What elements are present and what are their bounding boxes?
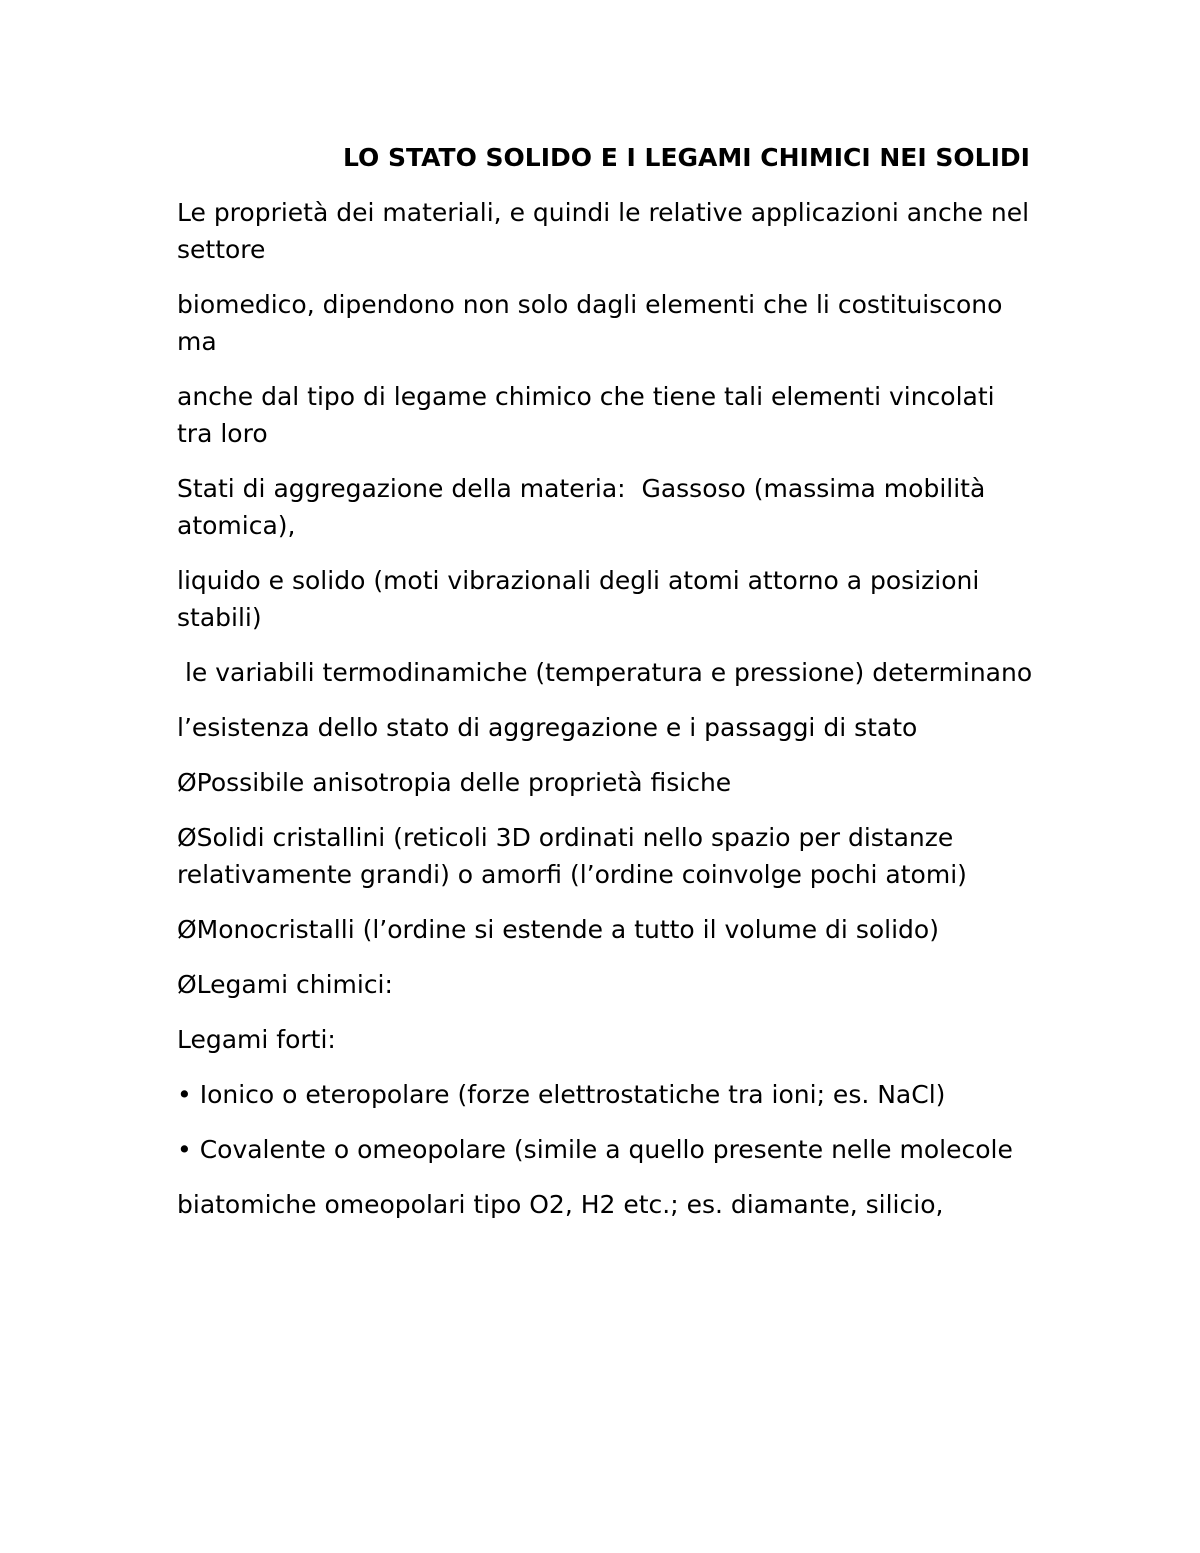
- bullet-paragraph: ØMonocristalli (l’ordine si estende a tutto il volume di solido): [177, 915, 939, 944]
- document-title-text: LO STATO SOLIDO E I LEGAMI CHIMICI NEI SOLIDI: [343, 143, 1030, 172]
- list-item: • Covalente o omeopolare (simile a quello presente nelle molecole: [177, 1135, 1013, 1164]
- paragraph: Le proprietà dei materiali, e quindi le relative applicazioni anche nel settore: [177, 198, 1038, 264]
- paragraph: l’esistenza dello stato di aggregazione e i passaggi di stato: [177, 713, 918, 742]
- paragraph: Stati di aggregazione della materia: Gassoso (massima mobilità atomica),: [177, 474, 994, 540]
- paragraph: Legami forti:: [177, 1025, 336, 1054]
- bullet-paragraph: ØSolidi cristallini (reticoli 3D ordinati nello spazio per distanze relativamente grandi) o amorfi (l’ordine coinvolge pochi atomi): [177, 823, 967, 889]
- bullet-paragraph: ØLegami chimici:: [177, 970, 393, 999]
- paragraph: le variabili termodinamiche (temperatura e pressione) determinano: [177, 658, 1033, 687]
- paragraph: anche dal tipo di legame chimico che tiene tali elementi vincolati tra loro: [177, 382, 1003, 448]
- document-title: [177, 139, 1037, 176]
- list-item: • Ionico o eteropolare (forze elettrostatiche tra ioni; es. NaCl): [177, 1080, 946, 1109]
- paragraph: biatomiche omeopolari tipo O2, H2 etc.; es. diamante, silicio,: [177, 1190, 944, 1219]
- document-body: [177, 139, 1037, 1241]
- paragraph: biomedico, dipendono non solo dagli elementi che li costituiscono ma: [177, 290, 1011, 356]
- bullet-paragraph: ØPossibile anisotropia delle proprietà fisiche: [177, 768, 732, 797]
- paragraph: liquido e solido (moti vibrazionali degli atomi attorno a posizioni stabili): [177, 566, 988, 632]
